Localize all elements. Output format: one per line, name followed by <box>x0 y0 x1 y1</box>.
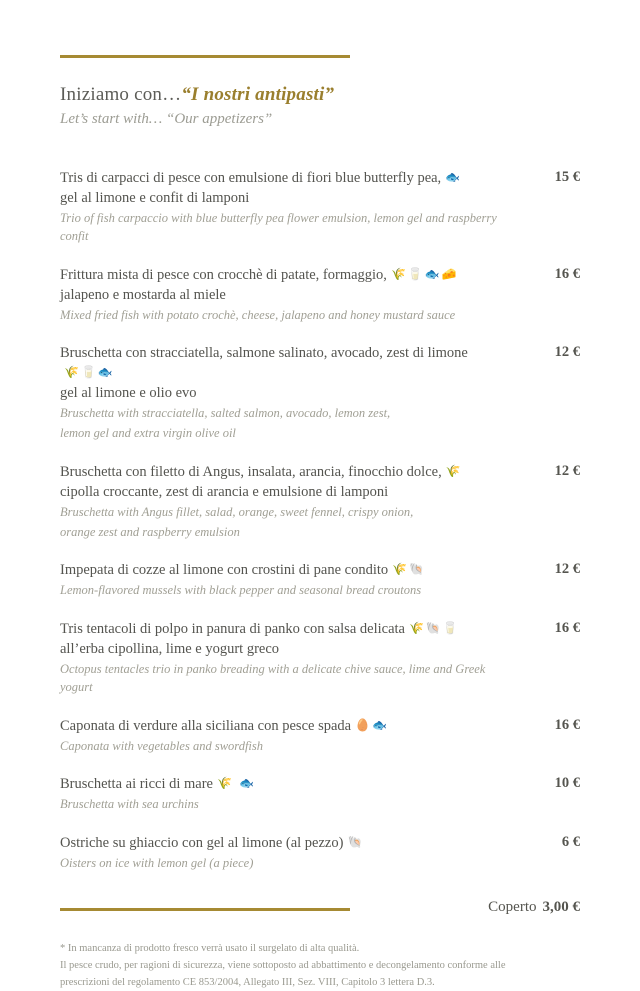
item-price: 12 € <box>554 344 580 361</box>
item-name-it <box>60 619 518 639</box>
item-name-en: Bruschetta with stracciatella, salted salmon, avocado, lemon zest, <box>60 406 391 421</box>
item-name-it-line1: Bruschetta con stracciatella, salmone salinato, avocado, zest di limone <box>60 345 468 362</box>
item-price: 16 € <box>554 716 580 733</box>
item-name-it <box>60 560 518 580</box>
item-name-it-line2: gel al limone e olio evo <box>60 385 197 402</box>
footnote-line: Il pesce crudo, per ragioni di sicurezza, viene sottoposto ad abbattimento e decongelamento conforme alle <box>60 959 506 971</box>
menu-item <box>60 619 580 697</box>
item-name-it-line1: Frittura mista di pesce con crocchè di patate, formaggio, <box>60 266 387 283</box>
allergen-icons: 🌾🐚 <box>392 562 427 577</box>
allergen-icons: 🌾🐚🥛 <box>408 621 460 635</box>
section-title-en: Let’s start with… “Our appetizers” <box>60 111 273 127</box>
item-name-en: Octopus tentacles trio in panko breading with a delicate chive sauce, lime and Greek yogurt <box>60 662 486 694</box>
item-name-it-line1: Tris tentacoli di polpo in panura di panko con salsa delicata <box>60 621 405 637</box>
item-name-en: Bruschetta with sea urchins <box>60 797 199 812</box>
allergen-icons: 🌾🥛🐟 <box>64 365 115 380</box>
item-name-it-line2: jalapeno e mostarda al miele <box>60 286 226 303</box>
item-name-en-line2: orange zest and raspberry emulsion <box>60 524 240 539</box>
menu-header <box>60 84 580 128</box>
menu-item <box>60 833 580 873</box>
item-name-en: Caponata with vegetables and swordfish <box>60 738 264 753</box>
item-name-it <box>60 343 518 383</box>
item-name-en-line2: lemon gel and extra virgin olive oil <box>60 426 236 440</box>
item-name-it-line1: Ostriche su ghiaccio con gel al limone (al pezzo) <box>60 835 344 851</box>
cover-charge-value: 3,00 € <box>542 898 580 915</box>
item-name-it-line2: all’erba cipollina, lime e yogurt greco <box>60 641 280 657</box>
menu-items-list <box>60 168 580 873</box>
item-price: 6 € <box>561 834 580 850</box>
item-name-it <box>60 774 518 794</box>
item-price: 16 € <box>554 265 580 282</box>
item-name-it-line2: cipolla croccante, zest di arancia e emulsione di lamponi <box>60 483 389 500</box>
item-name-it-line1: Impepata di cozze al limone con crostini di pane condito <box>60 562 389 579</box>
allergen-icons: 🐟 <box>445 170 463 184</box>
footnotes <box>60 940 580 991</box>
item-name-en: Mixed fried fish with potato crochè, cheese, jalapeno and honey mustard sauce <box>60 307 456 322</box>
menu-item <box>60 168 580 246</box>
item-name-it <box>60 265 518 285</box>
item-price: 12 € <box>554 462 580 479</box>
item-name-en: Lemon-flavored mussels with black pepper and seasonal bread croutons <box>60 583 422 598</box>
section-title-it-accent: “I nostri antipasti” <box>181 84 335 105</box>
item-name-it-line1: Bruschetta con filetto di Angus, insalata, arancia, finocchio dolce, <box>60 463 442 480</box>
item-name-en: Trio of fish carpaccio with blue butterfly pea flower emulsion, lemon gel and raspberry confit <box>60 211 497 243</box>
allergen-icons: 🌾 <box>445 463 463 478</box>
cover-charge-label: Coperto <box>488 898 537 915</box>
item-name-it-line1: Tris di carpacci di pesce con emulsione di fiori blue butterfly pea, <box>60 170 442 186</box>
menu-item <box>60 560 580 600</box>
item-name-it <box>60 833 518 853</box>
menu-item <box>60 265 580 325</box>
bottom-divider <box>60 908 350 911</box>
item-name-it <box>60 168 518 188</box>
item-name-it-line2: gel al limone e confit di lamponi <box>60 190 250 206</box>
allergen-icons: 🌾🥛🐟🧀 <box>390 266 459 281</box>
allergen-icons: 🐚 <box>347 835 365 849</box>
item-price: 15 € <box>554 169 580 185</box>
menu-item <box>60 716 580 756</box>
footnote-line: * In mancanza di prodotto fresco verrà usato il surgelato di alta qualità. <box>60 942 360 954</box>
item-name-it-line1: Bruschetta ai ricci di mare <box>60 776 213 793</box>
allergen-icons: 🌾 🐟 <box>217 776 256 791</box>
section-title-it-prefix: Iniziamo con… <box>60 84 182 105</box>
top-divider <box>60 55 350 58</box>
item-price: 16 € <box>554 620 580 636</box>
item-price: 12 € <box>554 561 580 578</box>
menu-item <box>60 462 580 542</box>
menu-item <box>60 774 580 814</box>
menu-page <box>0 55 640 988</box>
item-price: 10 € <box>554 775 580 792</box>
menu-item <box>60 343 580 443</box>
item-name-en: Oisters on ice with lemon gel (a piece) <box>60 856 254 870</box>
item-name-it-line1: Caponata di verdure alla siciliana con pesce spada <box>60 717 352 734</box>
footnote-line: prescrizioni del regolamento CE 853/2004, Allegato III, Sez. VIII, Capitolo 3 lettera D.3. <box>60 976 435 988</box>
section-title-it <box>60 84 580 106</box>
item-name-it <box>60 716 518 736</box>
item-name-it <box>60 462 518 482</box>
item-name-en: Bruschetta with Angus fillet, salad, orange, sweet fennel, crispy onion, <box>60 504 414 519</box>
allergen-icons: 🥚🐟 <box>355 717 389 732</box>
